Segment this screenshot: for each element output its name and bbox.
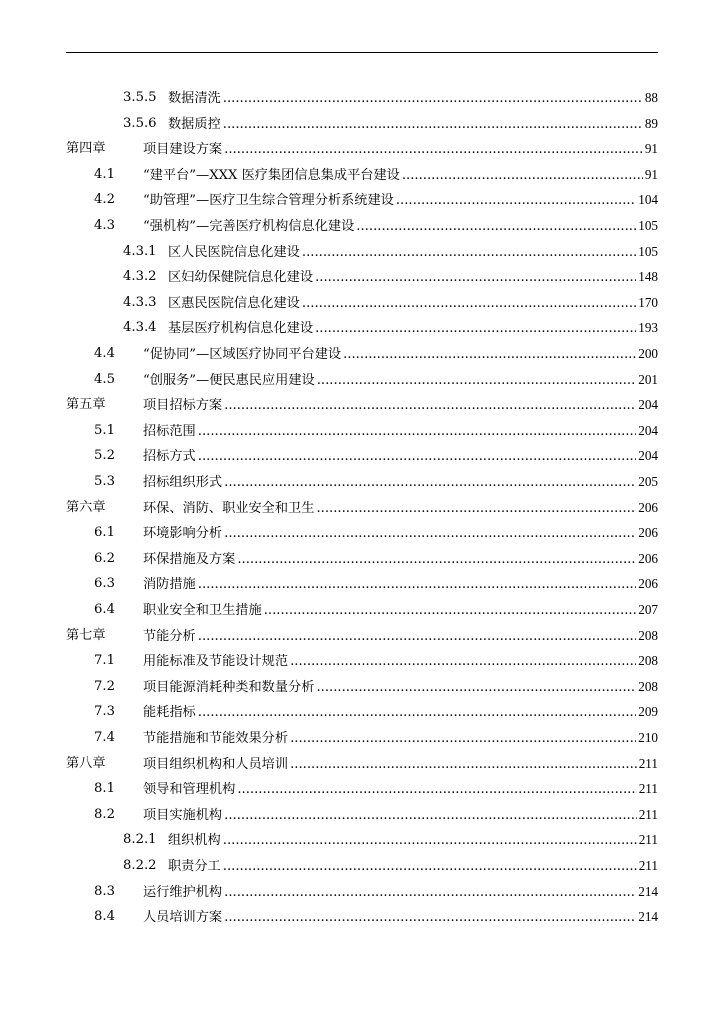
toc-entry[interactable] — [0, 626, 724, 646]
toc-entry[interactable] — [0, 523, 724, 543]
dot-leader — [198, 627, 636, 647]
toc-entry-page: 88 — [644, 90, 658, 105]
toc-entry-number: 第六章 — [66, 499, 106, 515]
toc-entry-line — [168, 114, 658, 135]
toc-entry[interactable] — [0, 882, 724, 902]
toc-entry-title: 环保措施及方案 — [143, 551, 236, 567]
toc-entry-title: 招标组织形式 — [143, 475, 223, 490]
toc-entry-number: 8.2.1 — [123, 832, 157, 848]
header-rule — [66, 52, 658, 53]
toc-entry[interactable] — [0, 344, 724, 364]
dot-leader — [343, 345, 636, 365]
toc-entry-line — [143, 574, 658, 595]
toc-entry[interactable] — [0, 651, 724, 671]
dot-leader — [302, 294, 636, 314]
toc-entry-page: 209 — [638, 704, 658, 720]
toc-entry-number: 7.2 — [94, 678, 115, 694]
toc-entry[interactable] — [0, 88, 724, 108]
toc-entry-title: 组织机构 — [168, 833, 221, 849]
toc-entry-number: 8.2 — [94, 806, 115, 822]
toc-entry[interactable] — [0, 856, 724, 876]
dot-leader — [224, 396, 636, 416]
toc-entry-number: 8.2.2 — [123, 858, 157, 873]
toc-entry-title: “助管理”—医疗卫生综合管理分析系统建设 — [143, 193, 394, 209]
toc-entry-line — [143, 779, 658, 800]
toc-entry-title: 招标方式 — [143, 449, 196, 465]
toc-entry[interactable] — [0, 190, 724, 210]
toc-entry-page: 104 — [638, 192, 658, 208]
toc-entry-page: 214 — [638, 883, 658, 899]
toc-entry-number: 8.1 — [94, 781, 115, 797]
toc-entry-title: 数据质控 — [168, 116, 221, 132]
toc-entry-title: 运行维护机构 — [143, 884, 223, 900]
toc-entry-title: 领导和管理机构 — [143, 782, 236, 798]
dot-leader — [290, 755, 637, 775]
toc-entry[interactable] — [0, 728, 724, 748]
toc-entry-page: 206 — [638, 576, 658, 592]
dot-leader — [315, 268, 636, 288]
toc-entry-title: 节能分析 — [143, 628, 196, 644]
toc-entry-number: 第四章 — [66, 141, 106, 157]
toc-entry-title: 消防措施 — [143, 577, 196, 593]
toc-entry-line — [168, 88, 658, 109]
toc-entry[interactable] — [0, 498, 724, 518]
toc-entry-number: 7.3 — [94, 704, 115, 720]
toc-entry-line — [143, 421, 658, 442]
dot-leader — [315, 319, 636, 339]
toc-entry-page: 211 — [638, 781, 658, 797]
toc-entry[interactable] — [0, 114, 724, 134]
toc-entry[interactable] — [0, 267, 724, 287]
toc-entry[interactable] — [0, 677, 724, 697]
toc-entry-line — [143, 651, 658, 672]
toc-entry-title: 区妇幼保健院信息化建设 — [168, 270, 314, 286]
toc-entry-line — [143, 139, 658, 160]
toc-entry-title: 基层医疗机构信息化建设 — [168, 321, 314, 337]
toc-entry-line — [143, 395, 658, 416]
toc-entry[interactable] — [0, 395, 724, 415]
toc-entry-page: 211 — [638, 755, 658, 771]
dot-leader — [356, 217, 636, 237]
toc-entry-page: 200 — [638, 346, 658, 361]
toc-entry-number: 6.2 — [94, 550, 115, 566]
toc-entry-line — [143, 907, 658, 928]
toc-entry[interactable] — [0, 293, 724, 313]
toc-entry-page: 211 — [638, 832, 658, 848]
dot-leader — [198, 422, 636, 442]
toc-entry-number: 8.3 — [94, 883, 115, 899]
toc-entry-number: 5.2 — [94, 448, 115, 464]
toc-entry-page: 210 — [638, 730, 658, 745]
toc-entry-number: 第八章 — [66, 755, 106, 771]
toc-entry[interactable] — [0, 446, 724, 466]
toc-entry[interactable] — [0, 779, 724, 799]
toc-entry[interactable] — [0, 549, 724, 569]
toc-entry-line — [143, 498, 658, 519]
toc-entry-line — [143, 523, 658, 544]
toc-entry-line — [168, 830, 658, 851]
dot-leader — [237, 550, 636, 570]
toc-entry-title: “创服务”—便民惠民应用建设 — [143, 372, 315, 388]
toc-entry-line — [143, 370, 658, 391]
toc-entry-line — [143, 882, 658, 903]
dot-leader — [223, 89, 643, 109]
toc-entry-page: 211 — [638, 858, 658, 873]
toc-entry-line — [143, 165, 658, 186]
toc-entry-number: 4.3.3 — [123, 294, 157, 310]
toc-entry-number: 5.1 — [94, 422, 115, 438]
toc-entry-number: 5.3 — [94, 474, 115, 489]
toc-entry-page: 204 — [638, 422, 658, 438]
toc-entry-page: 105 — [638, 243, 658, 259]
dot-leader — [302, 243, 636, 263]
toc-entry-title: 区人民医院信息化建设 — [168, 244, 300, 260]
toc-entry-line — [143, 728, 658, 749]
toc-entry-line — [143, 677, 658, 698]
dot-leader — [290, 652, 636, 672]
toc-entry-number: 7.1 — [94, 653, 115, 669]
toc-entry-number: 4.3.2 — [123, 269, 157, 285]
dot-leader — [316, 678, 636, 698]
dot-leader — [223, 831, 637, 851]
dot-leader — [224, 140, 643, 160]
toc-entry-page: 208 — [638, 678, 658, 694]
toc-entry-title: 项目能源消耗种类和数量分析 — [143, 679, 315, 695]
toc-entry-title: 数据清洗 — [168, 91, 221, 106]
toc-entry-title: 区惠民医院信息化建设 — [168, 295, 300, 311]
toc-entry-number: 6.1 — [94, 525, 115, 541]
dot-leader — [317, 371, 636, 391]
toc-entry-number: 第七章 — [66, 627, 106, 643]
toc-entry-title: 职业安全和卫生措施 — [143, 603, 262, 618]
toc-entry-number: 4.3 — [94, 218, 115, 233]
toc-entry[interactable] — [0, 907, 724, 927]
dot-leader — [402, 166, 643, 186]
dot-leader — [290, 729, 636, 749]
toc-entry-line — [143, 600, 658, 621]
toc-entry-line — [143, 805, 658, 826]
toc-entry-title: “促协同”—区域医疗协同平台建设 — [143, 347, 342, 362]
toc-entry-page: 208 — [638, 627, 658, 643]
toc-entry[interactable] — [0, 242, 724, 262]
toc-entry-page: 211 — [638, 806, 658, 822]
toc-entry-line — [143, 472, 658, 493]
toc-entry-line — [168, 293, 658, 314]
toc-entry-title: “强机构”—完善医疗机构信息化建设 — [143, 219, 355, 234]
toc-entry-line — [143, 626, 658, 647]
toc-entry[interactable] — [0, 216, 724, 236]
toc-entry-title: 项目实施机构 — [143, 807, 223, 823]
toc-entry-title: 用能标准及节能设计规范 — [143, 654, 289, 670]
toc-entry-page: 193 — [638, 320, 658, 336]
toc-entry[interactable] — [0, 754, 724, 774]
toc-entry-line — [143, 702, 658, 723]
toc-entry-number: 4.2 — [94, 192, 115, 208]
toc-entry-page: 205 — [638, 474, 658, 489]
toc-entry-line — [168, 267, 658, 288]
toc-entry-title: 环保、消防、职业安全和卫生 — [143, 500, 315, 516]
toc-entry-title: 项目组织机构和人员培训 — [143, 756, 289, 772]
toc-entry[interactable] — [0, 472, 724, 492]
toc-entry[interactable] — [0, 805, 724, 825]
toc-entry-page: 214 — [638, 909, 658, 925]
toc-entry-title: 项目招标方案 — [143, 398, 223, 414]
dot-leader — [224, 806, 637, 826]
toc-entry-line — [168, 856, 658, 877]
toc-entry-page: 105 — [638, 218, 658, 233]
dot-leader — [224, 908, 636, 928]
toc-entry-number: 4.4 — [94, 346, 115, 361]
toc-entry-number: 6.3 — [94, 576, 115, 592]
dot-leader — [316, 499, 636, 519]
toc-entry[interactable] — [0, 421, 724, 441]
toc-entry[interactable] — [0, 318, 724, 338]
toc-entry-title: 招标范围 — [143, 423, 196, 439]
dot-leader — [223, 857, 637, 877]
toc-entry-line — [143, 190, 658, 211]
toc-entry-number: 3.5.6 — [123, 115, 157, 131]
toc-entry-title: 节能措施和节能效果分析 — [143, 731, 289, 746]
toc-entry-number: 第五章 — [66, 397, 106, 413]
toc-entry-number: 4.3.1 — [123, 243, 157, 259]
toc-entry[interactable] — [0, 600, 724, 620]
toc-entry-title: 项目建设方案 — [143, 142, 223, 158]
toc-entry-number: 3.5.5 — [123, 90, 157, 105]
toc-entry[interactable] — [0, 830, 724, 850]
toc-entry-line — [143, 549, 658, 570]
toc-entry-page: 206 — [638, 525, 658, 541]
toc-entry[interactable] — [0, 702, 724, 722]
toc-entry-line — [143, 754, 658, 775]
toc-entry[interactable] — [0, 165, 724, 185]
toc-entry-page: 170 — [638, 294, 658, 310]
dot-leader — [224, 883, 636, 903]
toc-entry-number: 4.1 — [94, 166, 115, 182]
toc-entry-number: 7.4 — [94, 730, 115, 745]
toc-entry[interactable] — [0, 370, 724, 390]
toc-entry-line — [168, 242, 658, 263]
toc-entry-number: 4.3.4 — [123, 320, 157, 336]
dot-leader — [237, 780, 636, 800]
dot-leader — [198, 575, 636, 595]
toc-entry-number: 6.4 — [94, 602, 115, 617]
toc-entry-line — [143, 446, 658, 467]
toc-entry[interactable] — [0, 139, 724, 159]
toc-entry-title: 人员培训方案 — [143, 910, 223, 926]
toc-entry-page: 206 — [638, 499, 658, 515]
dot-leader — [224, 524, 636, 544]
toc-entry-page: 201 — [638, 371, 658, 387]
toc-entry-page: 89 — [644, 115, 658, 131]
toc-entry-page: 91 — [644, 141, 658, 157]
dot-leader — [198, 447, 636, 467]
toc-entry-title: 职责分工 — [168, 859, 221, 874]
toc-entry-title: “建平台”—XXX 医疗集团信息集成平台建设 — [143, 167, 400, 183]
toc-entry-page: 204 — [638, 448, 658, 464]
toc-entry-page: 204 — [638, 397, 658, 413]
toc-entry-page: 208 — [638, 653, 658, 669]
toc-entry[interactable] — [0, 574, 724, 594]
dot-leader — [224, 473, 636, 493]
dot-leader — [264, 601, 637, 621]
toc-entry-page: 207 — [638, 602, 658, 617]
toc-entry-line — [168, 318, 658, 339]
toc-entry-line — [143, 216, 658, 237]
toc-entry-number: 8.4 — [94, 909, 115, 925]
toc-entry-page: 206 — [638, 550, 658, 566]
dot-leader — [198, 703, 636, 723]
toc-entry-number: 4.5 — [94, 371, 115, 387]
dot-leader — [223, 115, 643, 135]
toc-entry-page: 91 — [644, 166, 658, 182]
dot-leader — [396, 191, 636, 211]
toc-entry-page: 148 — [638, 269, 658, 285]
toc-entry-title: 环境影响分析 — [143, 526, 223, 542]
toc-entry-title: 能耗指标 — [143, 705, 196, 721]
toc-entry-line — [143, 344, 658, 365]
